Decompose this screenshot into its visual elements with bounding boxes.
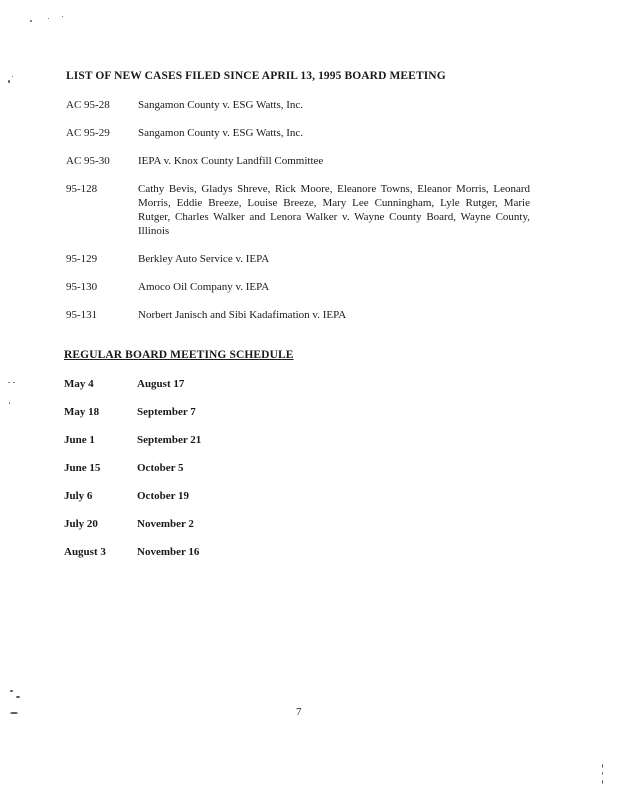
scan-speck <box>30 20 32 22</box>
scan-speck <box>602 780 603 784</box>
case-number: AC 95-28 <box>66 99 110 111</box>
meeting-date-second-half: September 7 <box>137 406 196 418</box>
case-title: IEPA v. Knox County Landfill Committee <box>138 155 324 167</box>
meeting-date-second-half: October 19 <box>137 490 190 502</box>
scan-speck <box>62 16 63 17</box>
meeting-date-first-half: May 4 <box>64 378 94 390</box>
meeting-date-second-half: August 17 <box>137 378 185 390</box>
case-title: Cathy Bevis, Gladys Shreve, Rick Moore, Eleanore Towns, Eleanor Morris, Leonard Morris, Eddie Breeze, Louise Breeze, Mary Lee Cunningham, Lyle Rutger, Marie Rutger, Charles Walker and Lenora Walker v. Wayne County Board, Wayne County, Illinois <box>138 183 530 237</box>
scan-speck <box>13 382 15 383</box>
meeting-date-second-half: November 16 <box>137 546 200 558</box>
case-number: 95-128 <box>66 183 98 195</box>
scan-speck <box>8 382 10 383</box>
scan-speck <box>602 772 603 775</box>
meeting-date-first-half: July 6 <box>64 490 93 502</box>
scan-speck <box>8 80 10 83</box>
page-number: 7 <box>296 706 302 718</box>
meeting-date-first-half: August 3 <box>64 546 106 558</box>
scan-speck <box>48 18 49 19</box>
scan-speck <box>10 690 13 692</box>
case-number: 95-129 <box>66 253 98 265</box>
scan-speck <box>602 764 603 768</box>
meeting-date-second-half: November 2 <box>137 518 194 530</box>
scan-speck <box>10 712 18 714</box>
new-cases-heading: LIST OF NEW CASES FILED SINCE APRIL 13, 1995 BOARD MEETING <box>66 70 446 82</box>
meeting-date-first-half: June 15 <box>64 462 101 474</box>
meeting-date-first-half: July 20 <box>64 518 98 530</box>
case-number: 95-130 <box>66 281 98 293</box>
scan-speck <box>12 76 13 77</box>
meeting-date-first-half: June 1 <box>64 434 95 446</box>
schedule-heading: REGULAR BOARD MEETING SCHEDULE <box>64 349 294 361</box>
case-title: Sangamon County v. ESG Watts, Inc. <box>138 127 304 139</box>
scan-speck <box>9 402 10 404</box>
case-number: AC 95-29 <box>66 127 110 139</box>
case-number: 95-131 <box>66 309 98 321</box>
case-title: Amoco Oil Company v. IEPA <box>138 281 270 293</box>
case-number: AC 95-30 <box>66 155 110 167</box>
case-title: Sangamon County v. ESG Watts, Inc. <box>138 99 304 111</box>
meeting-date-second-half: October 5 <box>137 462 184 474</box>
scan-speck <box>16 696 20 698</box>
meeting-date-second-half: September 21 <box>137 434 202 446</box>
meeting-date-first-half: May 18 <box>64 406 100 418</box>
case-title: Berkley Auto Service v. IEPA <box>138 253 270 265</box>
case-title: Norbert Janisch and Sibi Kadafimation v. IEPA <box>138 309 347 321</box>
